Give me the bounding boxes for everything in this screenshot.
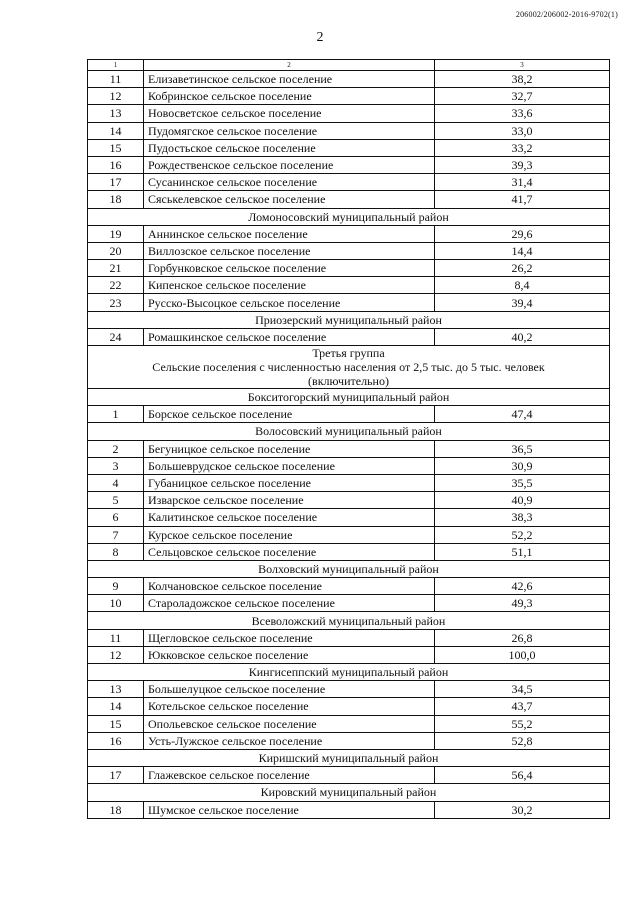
row-value: 29,6: [435, 225, 610, 242]
row-number: 11: [88, 71, 144, 88]
settlement-name: Губаницкое сельское поселение: [144, 474, 435, 491]
district-header-row: [88, 423, 610, 440]
row-number: 16: [88, 156, 144, 173]
table-row: [88, 457, 610, 474]
settlement-name: Калитинское сельское поселение: [144, 509, 435, 526]
row-number: 14: [88, 122, 144, 139]
district-title: Ломоносовский муниципальный район: [88, 208, 610, 225]
settlement-name: Пудостьское сельское поселение: [144, 139, 435, 156]
row-value: 33,2: [435, 139, 610, 156]
row-number: 21: [88, 260, 144, 277]
group-header-row: [88, 346, 610, 389]
table-row: [88, 440, 610, 457]
settlement-name: Юкковское сельское поселение: [144, 646, 435, 663]
settlement-name: Кобринское сельское поселение: [144, 88, 435, 105]
district-title: Бокситогорский муниципальный район: [88, 389, 610, 406]
district-header-row: [88, 612, 610, 629]
row-value: 26,2: [435, 260, 610, 277]
column-header-row: [88, 60, 610, 71]
row-number: 1: [88, 406, 144, 423]
row-value: 32,7: [435, 88, 610, 105]
row-number: 8: [88, 543, 144, 560]
row-number: 15: [88, 139, 144, 156]
table-row: [88, 715, 610, 732]
district-title: Волосовский муниципальный район: [88, 423, 610, 440]
group-header-line: Третья группа: [312, 346, 385, 360]
settlement-name: Большелуцкое сельское поселение: [144, 681, 435, 698]
district-header-row: [88, 749, 610, 766]
column-header-name: 2: [144, 60, 435, 71]
table-row: [88, 801, 610, 818]
table-row: [88, 139, 610, 156]
document-id: 206002/206002-2016-9702(1): [515, 10, 618, 19]
table-row: [88, 578, 610, 595]
column-header-number: 1: [88, 60, 144, 71]
settlement-name: Бегуницкое сельское поселение: [144, 440, 435, 457]
row-number: 2: [88, 440, 144, 457]
row-number: 13: [88, 105, 144, 122]
settlement-name: Большеврудское сельское поселение: [144, 457, 435, 474]
row-value: 51,1: [435, 543, 610, 560]
row-value: 35,5: [435, 474, 610, 491]
row-number: 16: [88, 732, 144, 749]
settlement-name: Аннинское сельское поселение: [144, 225, 435, 242]
table-row: [88, 526, 610, 543]
district-title: Приозерский муниципальный район: [88, 311, 610, 328]
table-row: [88, 474, 610, 491]
table-row: [88, 225, 610, 242]
row-value: 30,9: [435, 457, 610, 474]
row-value: 40,9: [435, 492, 610, 509]
row-number: 11: [88, 629, 144, 646]
settlement-name: Курское сельское поселение: [144, 526, 435, 543]
settlement-name: Кипенское сельское поселение: [144, 277, 435, 294]
settlement-name: Шумское сельское поселение: [144, 801, 435, 818]
table-row: [88, 242, 610, 259]
row-value: 39,3: [435, 156, 610, 173]
row-value: 55,2: [435, 715, 610, 732]
row-number: 10: [88, 595, 144, 612]
row-value: 49,3: [435, 595, 610, 612]
district-header-row: [88, 560, 610, 577]
table-row: [88, 156, 610, 173]
district-title: Волховский муниципальный район: [88, 560, 610, 577]
row-number: 14: [88, 698, 144, 715]
table-row: [88, 71, 610, 88]
district-header-row: [88, 389, 610, 406]
table-row: [88, 88, 610, 105]
settlement-name: Котельское сельское поселение: [144, 698, 435, 715]
row-value: 56,4: [435, 767, 610, 784]
row-value: 33,6: [435, 105, 610, 122]
settlement-name: Ромашкинское сельское поселение: [144, 328, 435, 345]
settlements-table: [87, 59, 610, 819]
row-number: 17: [88, 767, 144, 784]
district-title: Киришский муниципальный район: [88, 749, 610, 766]
settlement-name: Сусанинское сельское поселение: [144, 174, 435, 191]
table-row: [88, 698, 610, 715]
row-number: 9: [88, 578, 144, 595]
row-value: 30,2: [435, 801, 610, 818]
row-value: 42,6: [435, 578, 610, 595]
settlement-name: Глажевское сельское поселение: [144, 767, 435, 784]
row-value: 47,4: [435, 406, 610, 423]
row-value: 38,2: [435, 71, 610, 88]
table-row: [88, 122, 610, 139]
table-row: [88, 174, 610, 191]
settlement-name: Изварское сельское поселение: [144, 492, 435, 509]
settlement-name: Опольевское сельское поселение: [144, 715, 435, 732]
page-number: 2: [316, 30, 324, 45]
table-body: [88, 60, 610, 819]
table-row: [88, 277, 610, 294]
row-number: 22: [88, 277, 144, 294]
row-number: 23: [88, 294, 144, 311]
row-number: 13: [88, 681, 144, 698]
row-value: 39,4: [435, 294, 610, 311]
row-number: 20: [88, 242, 144, 259]
row-number: 17: [88, 174, 144, 191]
district-title: Всеволожский муниципальный район: [88, 612, 610, 629]
table-row: [88, 105, 610, 122]
settlement-name: Усть-Лужское сельское поселение: [144, 732, 435, 749]
table-row: [88, 191, 610, 208]
settlement-name: Пудомягское сельское поселение: [144, 122, 435, 139]
row-value: 31,4: [435, 174, 610, 191]
settlement-name: Елизаветинское сельское поселение: [144, 71, 435, 88]
table-row: [88, 767, 610, 784]
settlement-name: Рождественское сельское поселение: [144, 156, 435, 173]
district-header-row: [88, 664, 610, 681]
table-row: [88, 646, 610, 663]
district-title: Кингисеппский муниципальный район: [88, 664, 610, 681]
settlement-name: Колчановское сельское поселение: [144, 578, 435, 595]
district-header-row: [88, 784, 610, 801]
row-value: 52,8: [435, 732, 610, 749]
row-value: 34,5: [435, 681, 610, 698]
settlement-name: Русско-Высоцкое сельское поселение: [144, 294, 435, 311]
row-value: 52,2: [435, 526, 610, 543]
row-value: 43,7: [435, 698, 610, 715]
row-number: 19: [88, 225, 144, 242]
row-number: 24: [88, 328, 144, 345]
row-number: 15: [88, 715, 144, 732]
settlement-name: Сяськелевское сельское поселение: [144, 191, 435, 208]
row-number: 7: [88, 526, 144, 543]
row-value: 36,5: [435, 440, 610, 457]
column-header-value: 3: [435, 60, 610, 71]
table-row: [88, 260, 610, 277]
row-number: 18: [88, 801, 144, 818]
settlement-name: Борское сельское поселение: [144, 406, 435, 423]
row-value: 33,0: [435, 122, 610, 139]
table-row: [88, 328, 610, 345]
row-number: 3: [88, 457, 144, 474]
row-value: 26,8: [435, 629, 610, 646]
district-title: Кировский муниципальный район: [88, 784, 610, 801]
table-row: [88, 492, 610, 509]
group-header: [88, 346, 610, 389]
row-number: 12: [88, 646, 144, 663]
row-number: 4: [88, 474, 144, 491]
row-number: 18: [88, 191, 144, 208]
group-header-line: (включительно): [308, 374, 389, 388]
row-value: 38,3: [435, 509, 610, 526]
row-number: 5: [88, 492, 144, 509]
row-value: 8,4: [435, 277, 610, 294]
group-header-line: Сельские поселения с численностью населения от 2,5 тыс. до 5 тыс. человек: [152, 360, 545, 374]
row-value: 41,7: [435, 191, 610, 208]
row-value: 14,4: [435, 242, 610, 259]
row-number: 6: [88, 509, 144, 526]
district-header-row: [88, 311, 610, 328]
row-value: 40,2: [435, 328, 610, 345]
settlement-name: Сельцовское сельское поселение: [144, 543, 435, 560]
settlement-name: Новосветское сельское поселение: [144, 105, 435, 122]
table-row: [88, 681, 610, 698]
table-row: [88, 629, 610, 646]
settlement-name: Щегловское сельское поселение: [144, 629, 435, 646]
table-row: [88, 543, 610, 560]
district-header-row: [88, 208, 610, 225]
table-row: [88, 509, 610, 526]
table-row: [88, 732, 610, 749]
settlement-name: Горбунковское сельское поселение: [144, 260, 435, 277]
settlement-name: Староладожское сельское поселение: [144, 595, 435, 612]
table-row: [88, 406, 610, 423]
row-value: 100,0: [435, 646, 610, 663]
table-row: [88, 595, 610, 612]
table-row: [88, 294, 610, 311]
settlement-name: Виллозское сельское поселение: [144, 242, 435, 259]
row-number: 12: [88, 88, 144, 105]
